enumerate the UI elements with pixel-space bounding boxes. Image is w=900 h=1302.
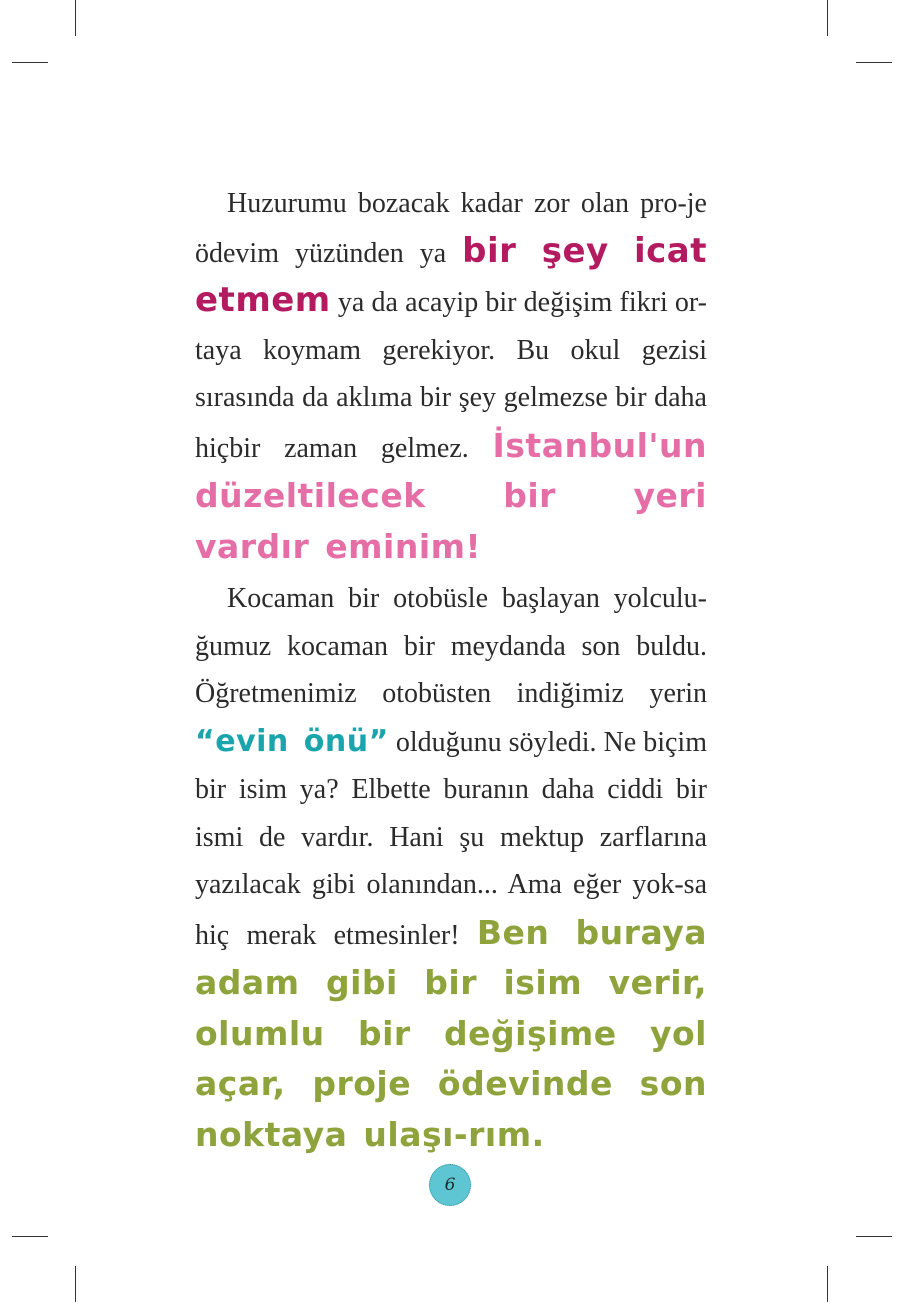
crop-mark-top-right: [827, 0, 828, 36]
highlight-invent-something: bir şey icat etmem: [195, 230, 707, 320]
highlight-istanbul: İstanbul'un düzeltilecek bir yeri vardır eminim!: [195, 425, 707, 566]
crop-mark-left-top: [12, 62, 48, 63]
paragraph-1-text-b: ya da acayip bir değişim fikri or-taya koymam gerekiyor. Bu okul gezisi sırasında da aklıma bir şey gelmezse bir daha hiçbir zaman gelmez.: [195, 287, 707, 464]
crop-mark-right-top: [856, 62, 892, 63]
paragraph-2: [195, 575, 707, 1161]
paragraph-1-text-a: Huzurumu bozacak kadar zor olan pro-je ödevim yüzünden ya: [195, 188, 707, 269]
crop-mark-right-bottom: [856, 1236, 892, 1237]
crop-mark-bottom-left: [75, 1266, 76, 1302]
page-body: [195, 180, 707, 1161]
crop-mark-bottom-right: [827, 1266, 828, 1302]
highlight-ben-buraya: Ben buraya adam gibi bir isim verir, olumlu bir değişime yol açar, proje ödevinde son noktaya ulaşı-rım.: [195, 912, 707, 1154]
highlight-evin-onu: “evin önü”: [195, 723, 389, 759]
crop-mark-top-left: [75, 0, 76, 36]
paragraph-1: [195, 180, 707, 573]
crop-mark-left-bottom: [12, 1236, 48, 1237]
paragraph-2-text-b: olduğunu söyledi. Ne biçim bir isim ya? Elbette buranın daha ciddi bir ismi de vardır. Hani şu mektup zarflarına yazılacak gibi olanından... Ama eğer yok-sa hiç merak etmesinler!: [195, 726, 707, 951]
page-number: 6: [444, 1175, 456, 1195]
page-number-badge: [429, 1164, 471, 1206]
paragraph-2-text-a: Kocaman bir otobüsle başlayan yolculu-ğumuz kocaman bir meydanda son buldu. Öğretmenimiz otobüsten indiğimiz yerin: [195, 583, 707, 709]
